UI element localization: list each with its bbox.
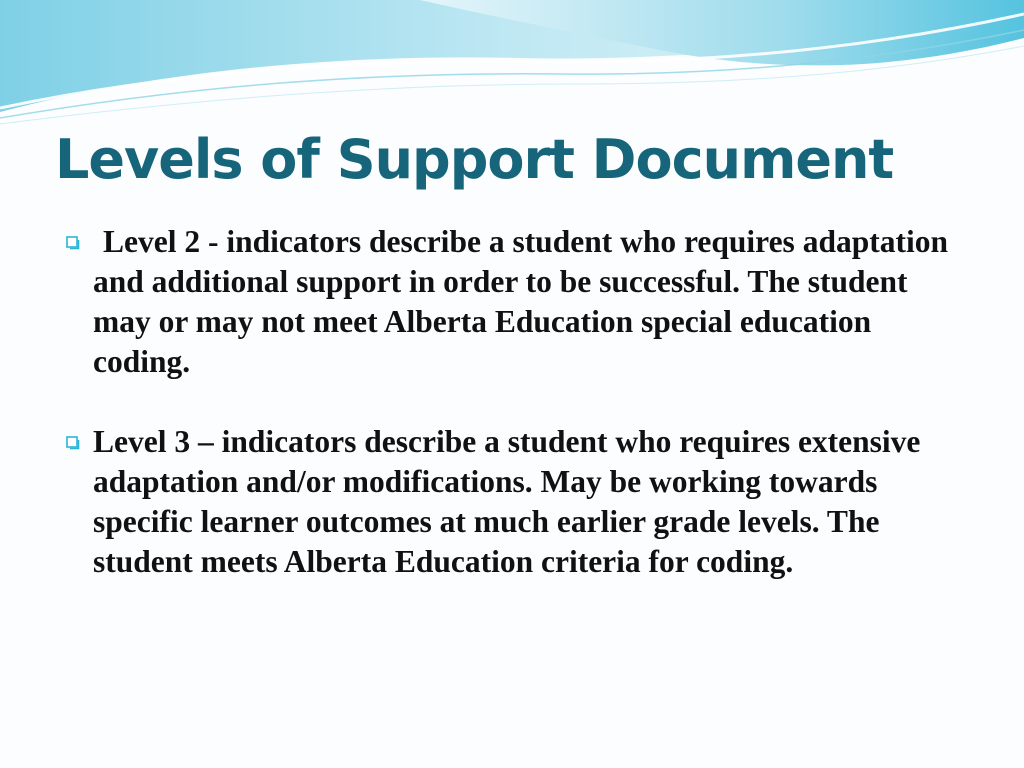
hollow-square-bullet-icon <box>66 236 80 250</box>
list-item-text: Level 3 – indicators describe a student who requires extensive adaptation and/or modifications. May be working towards specific learner outcomes at much earlier grade levels. The student meets Alberta Education criteria for coding. <box>93 424 921 579</box>
decorative-wave-header <box>0 0 1024 130</box>
list-item <box>60 422 960 582</box>
page-title: Levels of Support Document <box>55 128 894 191</box>
list-item-text: Level 2 - indicators describe a student who requires adaptation and additional support in order to be successful. The student may or may not meet Alberta Education special education coding. <box>93 224 948 379</box>
hollow-square-bullet-icon <box>66 436 80 450</box>
list-item <box>60 222 960 382</box>
bullet-list <box>60 222 960 582</box>
